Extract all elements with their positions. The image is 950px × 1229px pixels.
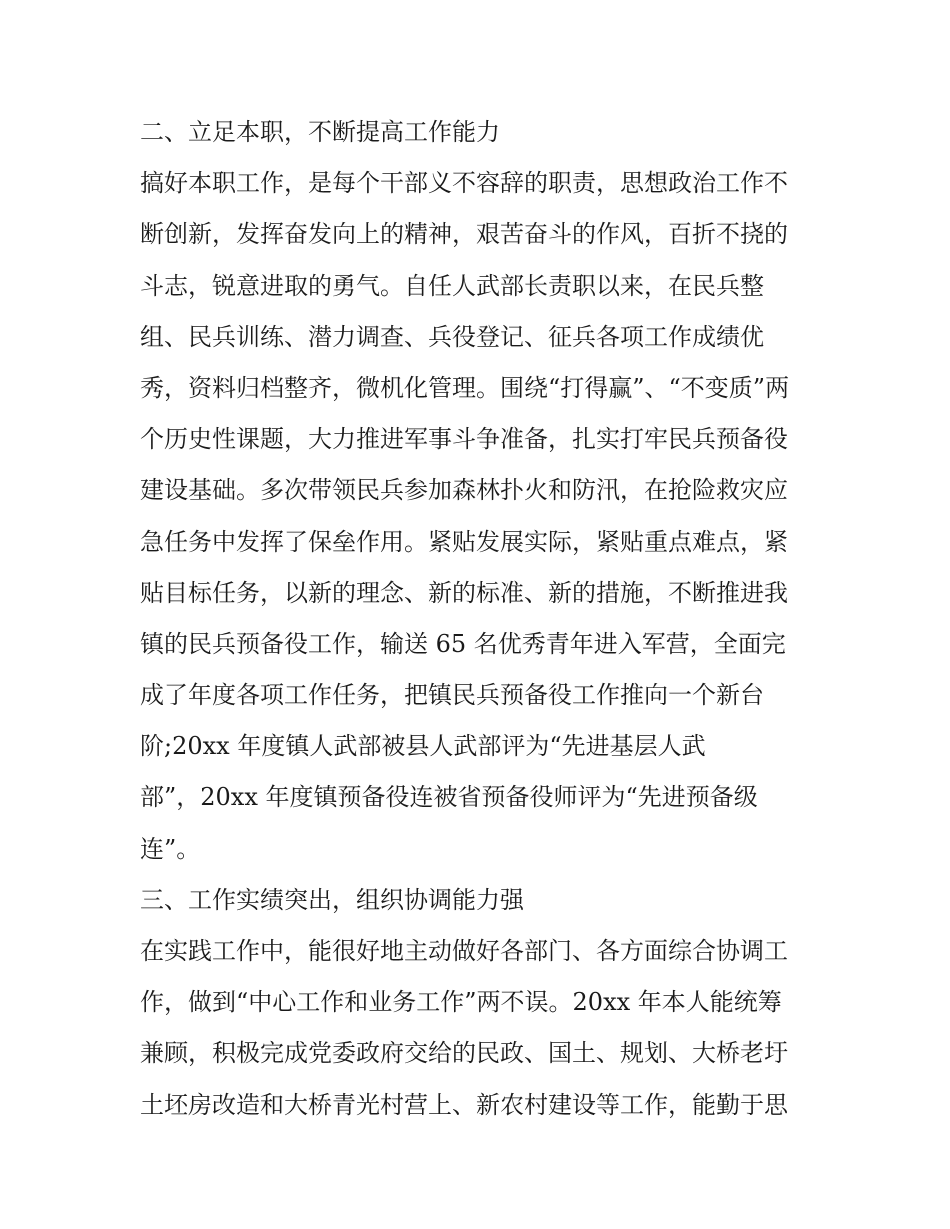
document-body [140, 107, 820, 1131]
paragraph-line: 急任务中发挥了保垒作用。紧贴发展实际，紧贴重点难点，紧 [140, 527, 788, 556]
paragraph-line: 连”。 [140, 834, 201, 863]
paragraph-line: 兼顾，积极完成党委政府交给的民政、国土、规划、大桥老圩 [140, 1039, 788, 1068]
section-heading: 二、立足本职，不断提高工作能力 [140, 118, 500, 146]
paragraph-line: 贴目标任务，以新的理念、新的标准、新的措施，不断推进我 [140, 578, 788, 607]
paragraph-line: 作，做到“中心工作和业务工作”两不误。20xx 年本人能统筹 [140, 988, 782, 1017]
paragraph-line: 断创新，发挥奋发向上的精神，艰苦奋斗的作风，百折不挠的 [140, 220, 788, 249]
paragraph-line: 个历史性课题，大力推进军事斗争准备，扎实打牢民兵预备役 [140, 425, 788, 454]
paragraph-line: 秀，资料归档整齐，微机化管理。围绕“打得赢”、“不变质”两 [140, 373, 790, 402]
paragraph-line: 土坯房改造和大桥青光村营上、新农村建设等工作，能勤于思 [140, 1090, 788, 1119]
paragraph-line: 搞好本职工作，是每个干部义不容辞的职责，思想政治工作不 [140, 169, 788, 198]
paragraph-line: 斗志，锐意进取的勇气。自任人武部长责职以来，在民兵整 [140, 271, 764, 300]
paragraph-line: 组、民兵训练、潜力调查、兵役登记、征兵各项工作成绩优 [140, 322, 764, 351]
paragraph-line: 在实践工作中，能很好地主动做好各部门、各方面综合协调工 [140, 937, 788, 965]
paragraph-line: 成了年度各项工作任务，把镇民兵预备役工作推向一个新台 [140, 681, 764, 710]
section-heading: 三、工作实绩突出，组织协调能力强 [140, 885, 524, 914]
paragraph-line: 阶;20xx 年度镇人武部被县人武部评为“先进基层人武 [140, 732, 706, 761]
paragraph-line: 镇的民兵预备役工作，输送 65 名优秀青年进入军营，全面完 [140, 629, 786, 658]
paragraph-line: 部”，20xx 年度镇预备役连被省预备役师评为“先进预备级 [140, 783, 758, 812]
paragraph-line: 建设基础。多次带领民兵参加森林扑火和防汛，在抢险救灾应 [140, 476, 788, 505]
